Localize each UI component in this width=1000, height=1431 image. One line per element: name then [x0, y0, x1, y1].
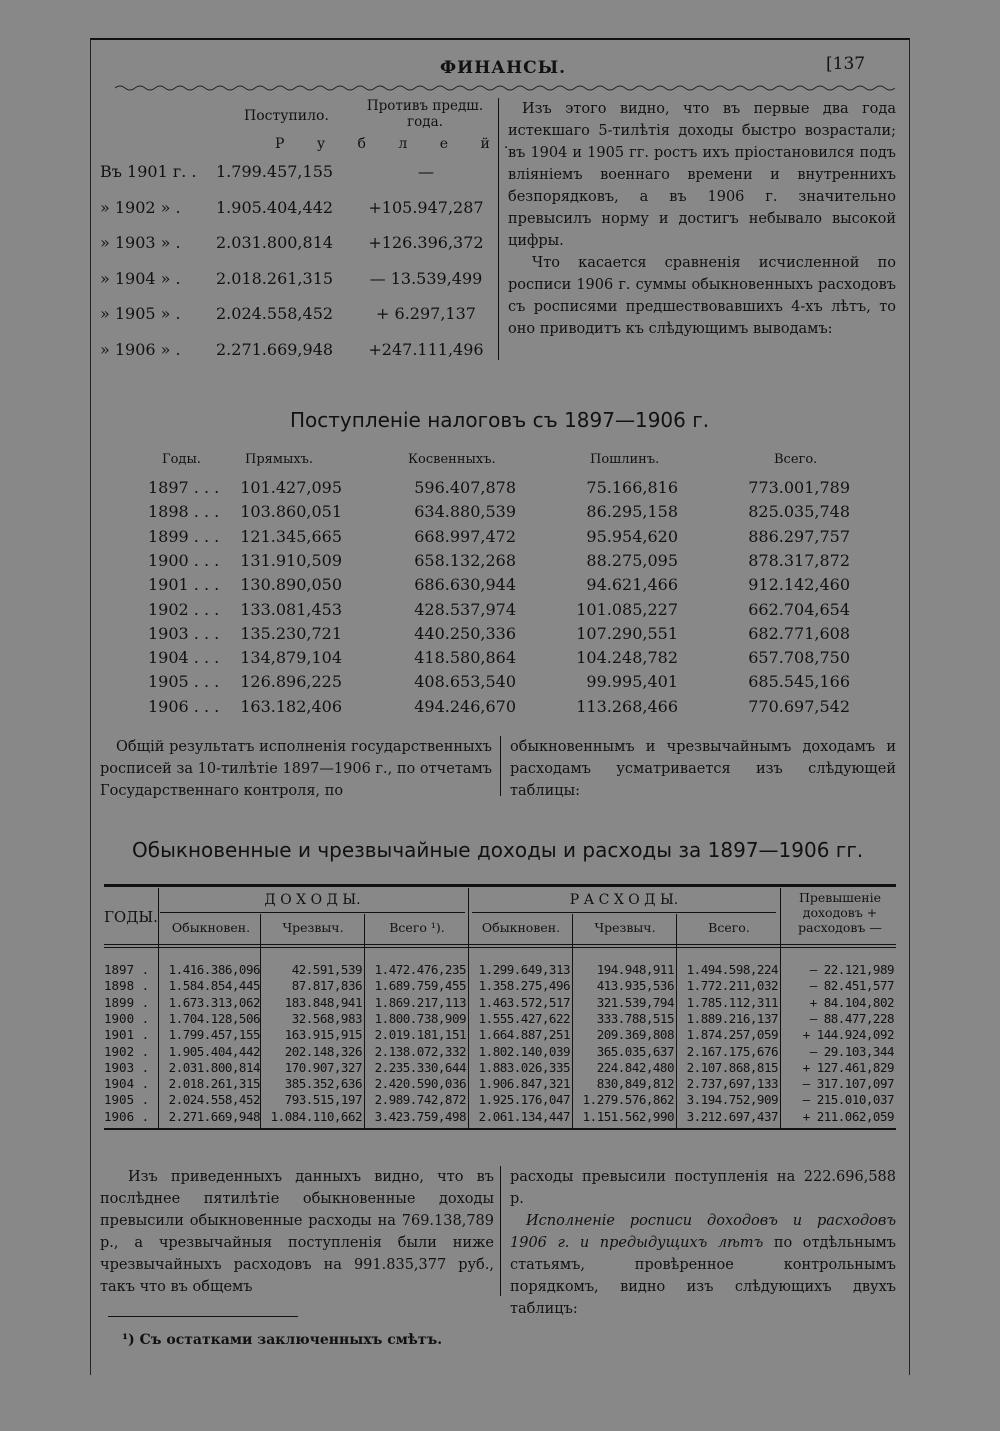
table1-row-label: » 1906 » .	[100, 339, 181, 359]
table2-cell: 101.085,227	[576, 599, 678, 619]
table2-cell: 418.580,864	[414, 648, 516, 668]
table2-cell: 682.771,608	[748, 623, 850, 643]
table3-income-header: Д О Х О Д Ы.	[264, 892, 361, 908]
table2-cell: 825.035,748	[748, 502, 850, 522]
right-paragraph-2: Что касается сравненія исчисленной по росписи 1906 г. суммы обыкновенныхъ расходовъ съ росписями предшествовавшихъ 4-хъ лѣтъ, то оно приводитъ къ слѣдующимъ выводамъ:	[508, 255, 896, 337]
table3-subheader: Всего ¹).	[389, 920, 445, 935]
footnote-rule	[108, 1316, 298, 1317]
table2-cell: 658.132,268	[414, 550, 516, 570]
para3-right-2	[510, 1210, 896, 1320]
table3-cell: 385.352,636	[284, 1076, 362, 1092]
table3-cell: 1.925.176,047	[478, 1092, 570, 1108]
table3-cell: 32.568,983	[291, 1010, 362, 1026]
table3-years-header: ГОДЫ.	[104, 908, 158, 926]
para3-right	[510, 1166, 896, 1320]
table3-cell: 1.802.140,039	[478, 1043, 570, 1059]
table3-cell: 2.138.072,332	[374, 1043, 466, 1059]
table1-header-vs-prev: Противъ предш. года.	[366, 98, 484, 130]
table2-cell: 668.997,472	[414, 526, 516, 546]
table1-unit: Р у б л е й.	[275, 136, 523, 152]
table3-excess-cell: + 144.924,092	[802, 1027, 894, 1043]
table3-excess-cell: + 211.062,059	[802, 1108, 894, 1124]
table2-header: Косвенныхъ.	[408, 452, 496, 467]
table2-cell: 878.317,872	[748, 550, 850, 570]
table2-cell: 131.910,509	[240, 550, 342, 570]
table3-cell: 1.689.759,455	[374, 978, 466, 994]
table2-cell: 1904 . . .	[148, 648, 220, 668]
table3-year: 1899 .	[104, 994, 150, 1010]
table3-year: 1903 .	[104, 1059, 150, 1075]
table1-row-diff: + 6.297,137	[376, 304, 476, 323]
column-divider	[498, 98, 499, 360]
table2-cell: 1902 . . .	[148, 599, 220, 619]
table3-cell: 413.935,536	[596, 978, 674, 994]
table1-row-diff: —	[418, 162, 434, 181]
table2-cell: 75.166,816	[586, 478, 678, 497]
table2-cell: 95.954,620	[586, 526, 678, 546]
para2-right: обыкновеннымъ и чрезвычайнымъ доходамъ и расходамъ усматривается изъ слѣдующей таблицы:	[510, 739, 896, 799]
table2-cell: 1898 . . .	[148, 502, 220, 522]
table3-expense-underline	[472, 912, 776, 913]
table2-cell: 113.268,466	[576, 696, 678, 716]
table2-cell: 494.246,670	[414, 696, 516, 716]
table3-cell: 202.148,326	[284, 1043, 362, 1059]
table2-cell: 428.537,974	[414, 599, 516, 619]
table3-excess-cell: — 317.107,097	[802, 1076, 894, 1092]
table3-year: 1900 .	[104, 1010, 150, 1026]
table3-cell: 3.194.752,909	[686, 1092, 778, 1108]
table2-cell: 1899 . . .	[148, 526, 220, 546]
table2-cell: 685.545,166	[748, 672, 850, 692]
table2-cell: 773.001,789	[748, 478, 850, 497]
table1-row-diff: — 13.539,499	[369, 268, 483, 288]
table3-cell: 2.107.868,815	[686, 1059, 778, 1075]
table2-cell: 88.275,095	[586, 550, 678, 570]
table3-cell: 2.024.558,452	[168, 1092, 260, 1108]
table3-subheader: Всего.	[708, 920, 750, 935]
table1-row-diff: +126.396,372	[368, 233, 484, 252]
table3-excess-cell: + 84.104,802	[809, 994, 894, 1010]
table2-cell: 104.248,782	[576, 648, 678, 668]
table1-row-label: Въ 1901 г. .	[100, 162, 197, 181]
table2-header: Пошлинъ.	[590, 452, 660, 467]
table3-cell: 1.584.854,445	[168, 978, 260, 994]
table2-header: Всего.	[774, 452, 818, 467]
table3-cell: 2.019.181,151	[374, 1027, 466, 1043]
table3-excess-header: Превышеніе доходовъ + расходовъ —	[798, 890, 882, 935]
table3-excess-cell: — 22.121,989	[809, 962, 894, 977]
table1-row-diff: +247.111,496	[368, 339, 484, 359]
table2-cell: 686.630,944	[414, 575, 516, 595]
table3-cell: 2.167.175,676	[686, 1043, 778, 1059]
table3-year: 1898 .	[104, 978, 150, 994]
table3-cell: 1.799.457,155	[168, 1027, 260, 1043]
para3-right-2-rest: по отдѣльнымъ статьямъ, провѣренное контрольнымъ порядкомъ, видно изъ слѣдующихъ двухъ таблицъ:	[510, 1235, 896, 1317]
table3-cell: 224.842,480	[596, 1059, 674, 1075]
table1-row-received: 1.799.457,155	[216, 162, 334, 181]
table3-cell: 209.369,808	[596, 1027, 674, 1043]
table3-cell: 1.358.275,496	[478, 978, 570, 994]
table2-cell: 912.142,460	[748, 575, 850, 595]
table1-header-received: Поступило.	[244, 108, 329, 124]
page-number: [137	[826, 54, 866, 74]
table1-row-diff: +105.947,287	[368, 197, 484, 217]
table3-excess-cell: — 88.477,228	[809, 1010, 894, 1026]
table2-cell: 135.230,721	[240, 623, 342, 643]
table2-cell: 107.290,551	[576, 623, 678, 643]
table2-cell: 1900 . . .	[148, 550, 220, 570]
table1-row-received: 2.024.558,452	[216, 304, 334, 323]
table3-excess-cell: — 82.451,577	[809, 978, 894, 994]
table1-row-label: » 1905 » .	[100, 304, 181, 323]
table3-cell: 3.212.697,437	[686, 1108, 778, 1124]
table2-cell: 886.297,757	[748, 526, 850, 546]
table2-cell: 99.995,401	[586, 672, 678, 692]
table3-cell: 2.235.330,644	[374, 1059, 466, 1075]
table3-cell: 1.151.562,990	[582, 1108, 674, 1124]
table3-cell: 163.915,915	[284, 1027, 362, 1043]
table3-cell: 1.906.847,321	[478, 1076, 570, 1092]
table3-cell: 333.788,515	[596, 1010, 674, 1026]
para3-left: Изъ приведенныхъ данныхъ видно, что въ послѣднее пятилѣтіе обыкновенные доходы превысили обыкновенные расходы на 769.138,789 р., а чрезвычайныя поступленія были ниже чрезвычайныхъ расходовъ на 991.835,377 руб., такъ что въ общемъ	[100, 1169, 494, 1295]
table3-excess-cell: — 29.103,344	[809, 1043, 894, 1059]
table3-column-rule	[780, 888, 781, 1128]
table2-cell: 1903 . . .	[148, 623, 220, 643]
table3-excess-cell: — 215.010,037	[802, 1092, 894, 1108]
table3-cell: 1.704.128,506	[168, 1010, 260, 1026]
table2-cell: 408.653,540	[414, 672, 516, 692]
table3-subheader: Обыкновен.	[171, 920, 251, 935]
table3-cell: 1.084.110,662	[270, 1108, 362, 1124]
table3-cell: 2.420.590,036	[374, 1076, 466, 1092]
table3-header-rule-2	[104, 947, 896, 948]
table2-cell: 770.697,542	[748, 696, 850, 716]
table2-cell: 1906 . . .	[148, 696, 220, 716]
table3-cell: 1.472.476,235	[374, 962, 466, 977]
table3-cell: 1.772.211,032	[686, 978, 778, 994]
table3-cell: 3.423.759,498	[374, 1108, 466, 1124]
table3-year: 1906 .	[104, 1108, 150, 1124]
table3-cell: 2.271.669,948	[168, 1108, 260, 1124]
table3-subheader: Обыкновен.	[481, 920, 561, 935]
table3-cell: 365.035,637	[596, 1043, 674, 1059]
column-divider-2	[500, 736, 501, 796]
para3-right-2-italic: Исполненіе росписи доходовъ и расходовъ 1906 г. и предыдущихъ лѣтъ	[510, 1213, 896, 1251]
table3-cell: 1.664.887,251	[478, 1027, 570, 1043]
right-text-block	[508, 98, 896, 340]
footnote: ¹) Съ остатками заключенныхъ смѣтъ.	[122, 1332, 443, 1348]
table3-cell: 1.299.649,313	[478, 962, 570, 977]
table3-cell: 1.874.257,059	[686, 1027, 778, 1043]
table3-header-rule	[104, 944, 896, 945]
table3-cell: 793.515,197	[284, 1092, 362, 1108]
table2-cell: 134,879,104	[240, 648, 342, 668]
table3-cell: 194.948,911	[596, 962, 674, 977]
table1-row-label: » 1903 » .	[100, 233, 181, 252]
table1-row-label: » 1904 » .	[100, 268, 181, 288]
table3-cell: 1.555.427,622	[478, 1010, 570, 1026]
table3-cell: 170.907,327	[284, 1059, 362, 1075]
table3-cell: 2.061.134,447	[478, 1108, 570, 1124]
column-divider-3	[500, 1166, 501, 1296]
table1-row-received: 2.271.669,948	[216, 339, 334, 359]
table2-cell: 130.890,050	[240, 575, 342, 595]
table3-subheader: Чрезвыч.	[282, 920, 344, 935]
table3-cell: 830,849,812	[596, 1076, 674, 1092]
table2-header: Годы.	[162, 452, 201, 467]
table3-cell: 1.905.404,442	[168, 1043, 260, 1059]
table1-row-label: » 1902 » .	[100, 197, 181, 217]
table1-row-received: 1.905.404,442	[216, 197, 334, 217]
table2-cell: 94.621,466	[586, 575, 678, 595]
table2-cell: 1897 . . .	[148, 478, 220, 497]
table2-header: Прямыхъ.	[245, 452, 314, 467]
table2-cell: 596.407,878	[414, 478, 516, 497]
para3-right-1: расходы превысили поступленія на 222.696,588 р.	[510, 1169, 896, 1207]
running-title: ФИНАНСЫ.	[440, 58, 567, 78]
table2-cell: 133.081,453	[240, 599, 342, 619]
header-wave-rule	[115, 84, 895, 94]
table3-cell: 1.785.112,311	[686, 994, 778, 1010]
table2-cell: 1901 . . .	[148, 575, 220, 595]
table3-year: 1901 .	[104, 1027, 150, 1043]
table3-cell: 1.463.572,517	[478, 994, 570, 1010]
table3-cell: 2.737,697,133	[686, 1076, 778, 1092]
table3-cell: 1.494.598,224	[686, 962, 778, 977]
table3-bottom-rule	[104, 1128, 896, 1130]
table2-cell: 163.182,406	[240, 696, 342, 716]
table2-cell: 1905 . . .	[148, 672, 220, 692]
table3-cell: 1.800.738,909	[374, 1010, 466, 1026]
table3-expense-header: Р А С Х О Д Ы.	[569, 892, 679, 908]
table3-cell: 2.018.261,315	[168, 1076, 260, 1092]
table3-cell: 1.673.313,062	[168, 994, 260, 1010]
table3-year: 1902 .	[104, 1043, 150, 1059]
table3-year: 1904 .	[104, 1076, 150, 1092]
table2-cell: 126.896,225	[240, 672, 342, 692]
table1-row-received: 2.031.800,814	[216, 233, 334, 252]
table2-cell: 662.704,654	[748, 599, 850, 619]
table3-top-rule	[104, 884, 896, 887]
right-paragraph-1: Изъ этого видно, что въ первые два года истекшаго 5-тилѣтія доходы быстро возрастали; въ 1904 и 1905 гг. ростъ ихъ пріостановился подъ вліяніемъ военнаго времени и внутреннихъ безпорядковъ, а въ 1906 г. значительно превысилъ норму и достигъ небывало высокой цифры.	[508, 101, 896, 249]
table3-cell: 183.848,941	[284, 994, 362, 1010]
table2-title: Поступленіе налоговъ съ 1897—1906 г.	[290, 408, 710, 432]
table3-cell: 2.989.742,872	[374, 1092, 466, 1108]
table2-cell: 657.708,750	[748, 648, 850, 668]
table3-cell: 1.883.026,335	[478, 1059, 570, 1075]
table1-row-received: 2.018.261,315	[216, 268, 334, 288]
table3-year: 1897 .	[104, 962, 150, 977]
table3-excess-cell: + 127.461,829	[802, 1059, 894, 1075]
table3-cell: 1.416.386,096	[168, 962, 260, 977]
table2-cell: 103.860,051	[240, 502, 342, 522]
table2-cell: 634.880,539	[414, 502, 516, 522]
table2-cell: 86.295,158	[586, 502, 678, 522]
table3-cell: 1.279.576,862	[582, 1092, 674, 1108]
table3-cell: 2.031.800,814	[168, 1059, 260, 1075]
table3-year: 1905 .	[104, 1092, 150, 1108]
table2-cell: 440.250,336	[414, 623, 516, 643]
table3-cell: 1.889.216,137	[686, 1010, 778, 1026]
table2-cell: 101.427,095	[240, 478, 342, 497]
table3-cell: 42.591,539	[291, 962, 362, 977]
table3-cell: 1.869.217,113	[374, 994, 466, 1010]
table3-cell: 87.817,836	[291, 978, 362, 994]
para2-left: Общій результатъ исполненія государственныхъ росписей за 10-тилѣтіе 1897—1906 г., по отчетамъ Государственнаго контроля, по	[100, 739, 492, 799]
table3-title: Обыкновенные и чрезвычайные доходы и расходы за 1897—1906 гг.	[132, 838, 864, 862]
table3-income-underline	[160, 912, 465, 913]
table3-cell: 321.539,794	[596, 994, 674, 1010]
table2-cell: 121.345,665	[240, 526, 342, 546]
table3-subheader: Чрезвыч.	[594, 920, 656, 935]
